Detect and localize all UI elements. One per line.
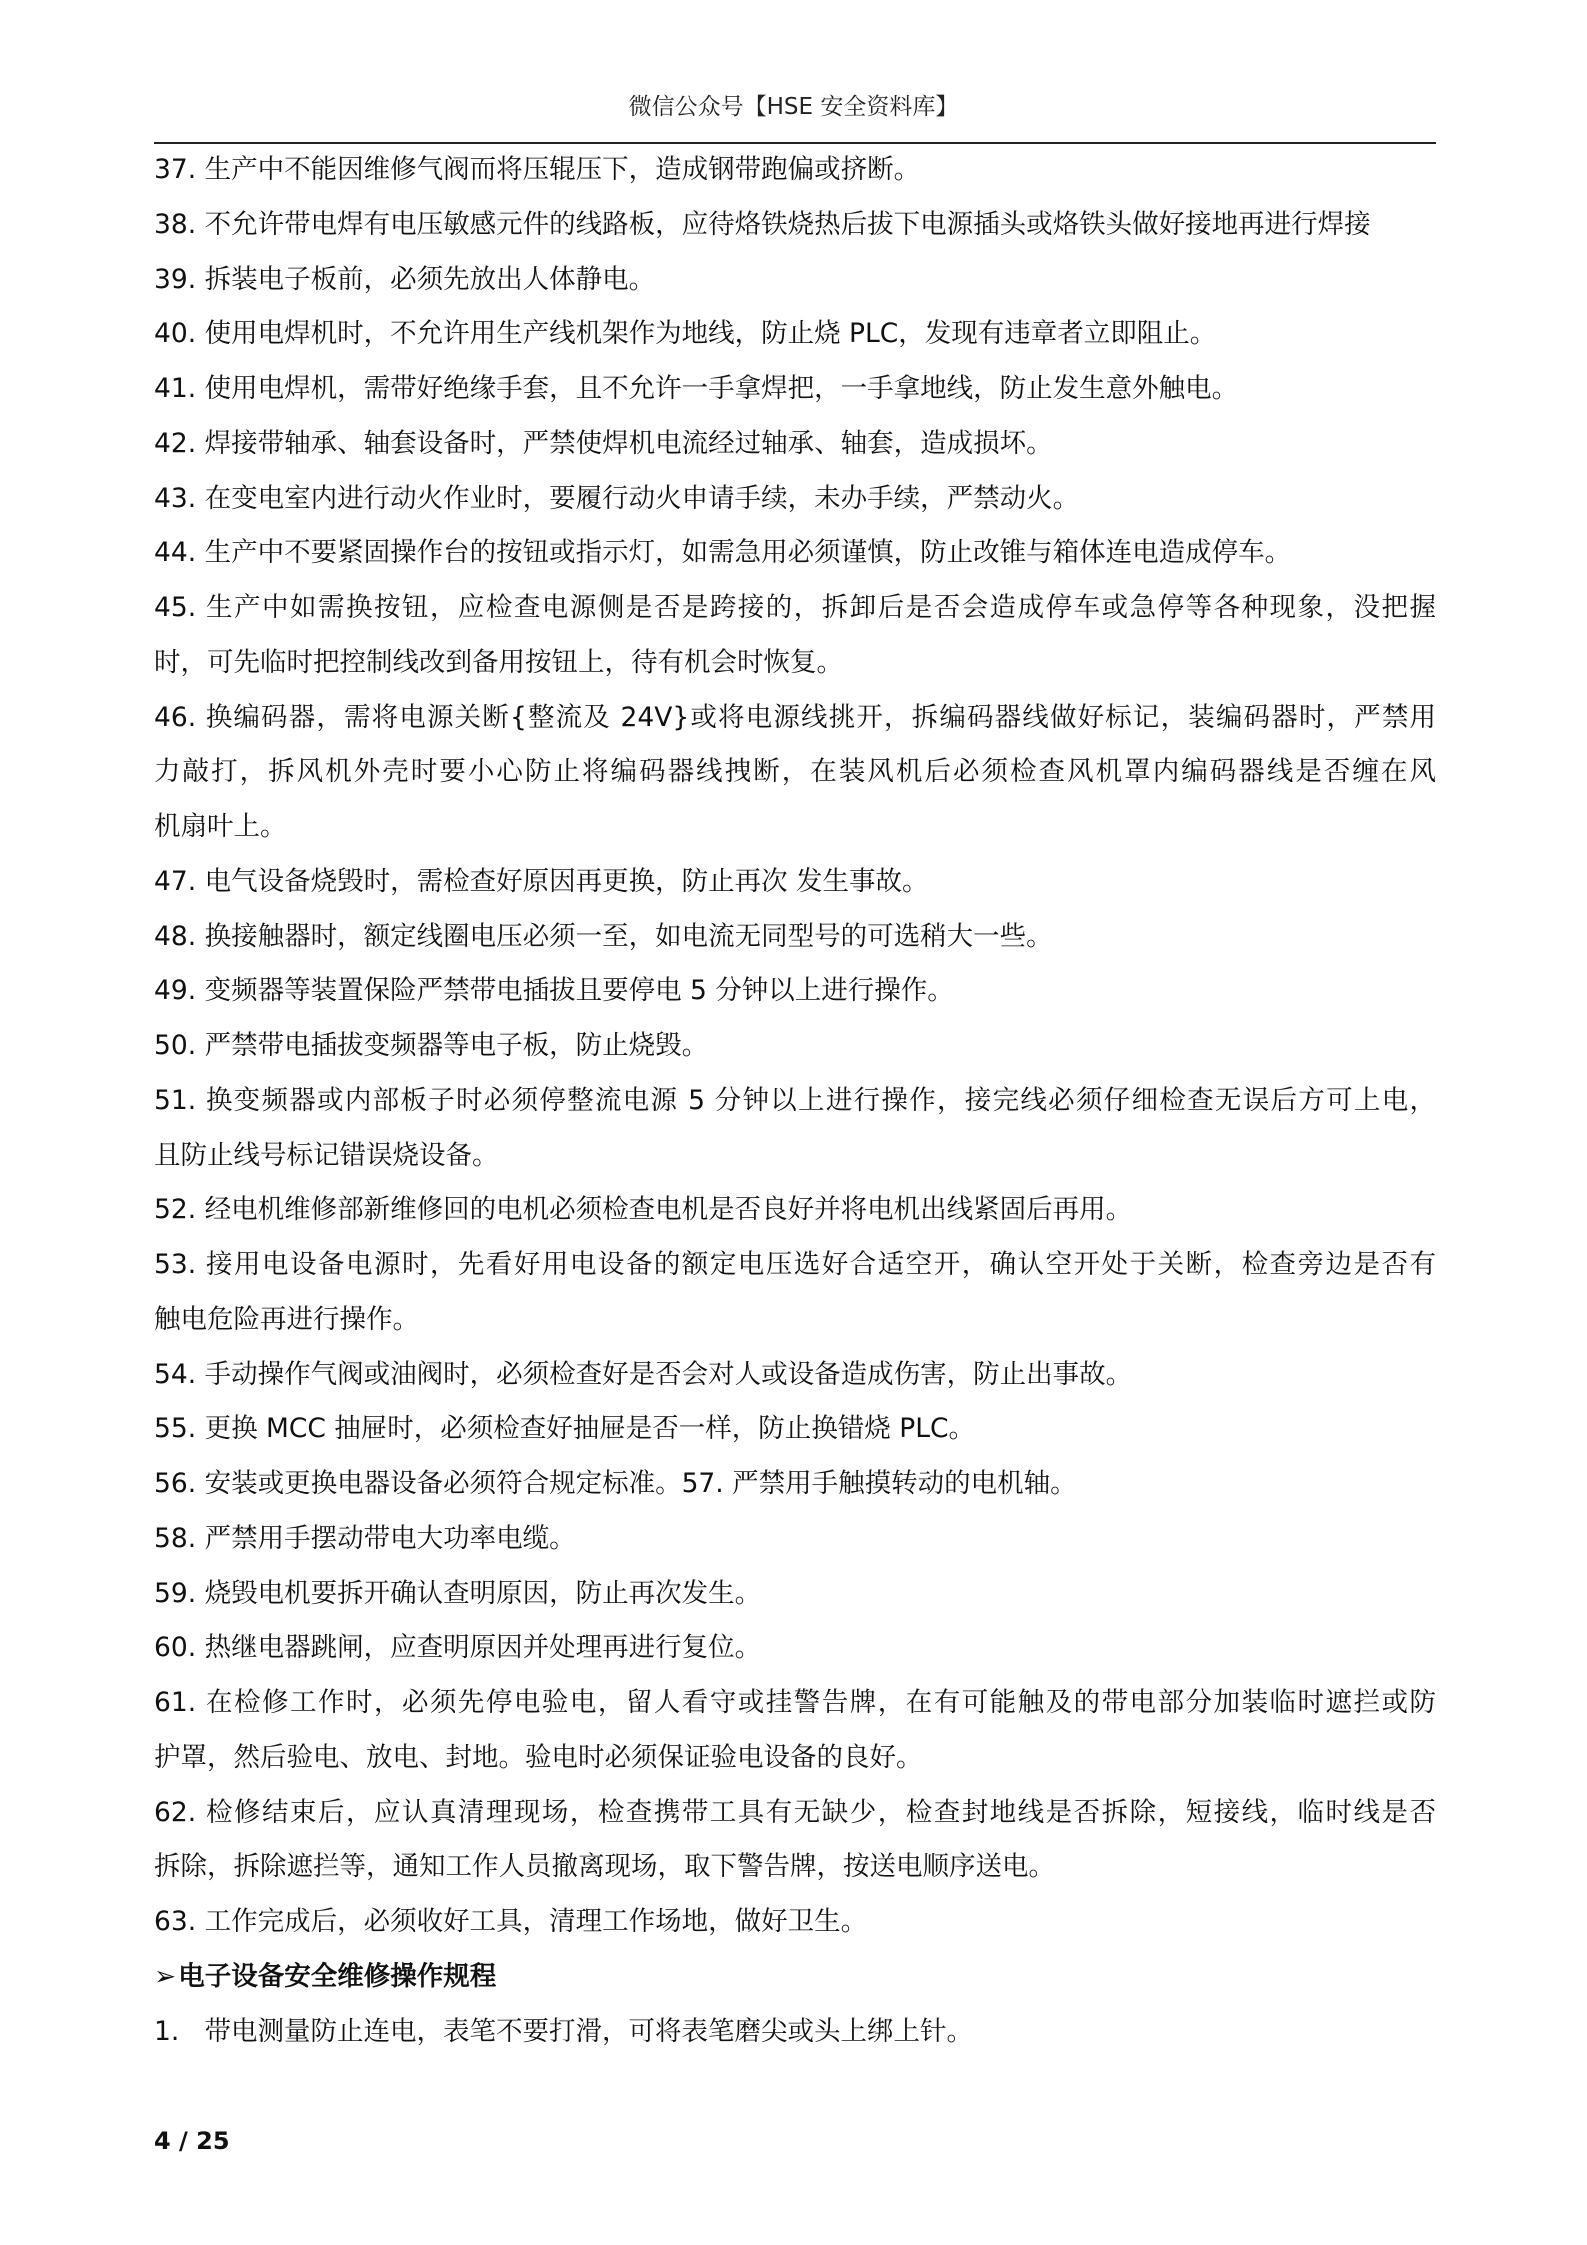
paragraph-line: 38. 不允许带电焊有电压敏感元件的线路板，应待烙铁烧热后拔下电源插头或烙铁头做好接地再进行焊接 — [154, 208, 1371, 240]
paragraph-line: 55. 更换 MCC 抽屉时，必须检查好抽屉是否一样，防止换错烧 PLC。 — [154, 1413, 975, 1445]
paragraph-line: 43. 在变电室内进行动火作业时，要履行动火申请手续，未办手续，严禁动火。 — [154, 482, 1080, 514]
paragraph-line: 53. 接用电设备电源时，先看好用电设备的额定电压选好合适空开，确认空开处于关断，检查旁边是否有 — [154, 1249, 1436, 1280]
paragraph-line: 护罩，然后验电、放电、封地。验电时必须保证验电设备的良好。 — [154, 1741, 923, 1773]
paragraph-line: 42. 焊接带轴承、轴套设备时，严禁使焊机电流经过轴承、轴套，造成损坏。 — [154, 427, 1053, 459]
page-header: 微信公众号【HSE 安全资料库】 — [628, 94, 959, 120]
paragraph-line: 40. 使用电焊机时，不允许用生产线机架作为地线，防止烧 PLC，发现有违章者立即阻止。 — [154, 318, 1217, 350]
paragraph-line: 49. 变频器等装置保险严禁带电插拔且要停电 5 分钟以上进行操作。 — [154, 975, 954, 1007]
paragraph-line: 46. 换编码器，需将电源关断{整流及 24V}或将电源线挑开，拆编码器线做好标记，装编码器时，严禁用 — [154, 701, 1436, 733]
paragraph-line: 50. 严禁带电插拔变频器等电子板，防止烧毁。 — [154, 1030, 709, 1061]
paragraph-line: 51. 换变频器或内部板子时必须停整流电源 5 分钟以上进行操作，接完线必须仔细检查无误后方可上电， — [154, 1084, 1436, 1116]
paragraph-line: 52. 经电机维修部新维修回的电机必须检查电机是否良好并将电机出线紧固后再用。 — [154, 1194, 1133, 1226]
paragraph-line: 37. 生产中不能因维修气阀而将压辊压下，造成钢带跑偏或挤断。 — [154, 154, 921, 185]
document-body — [154, 143, 1436, 2059]
paragraph-line: 44. 生产中不要紧固操作台的按钮或指示灯，如需急用必须谨慎，防止改锥与箱体连电造成停车。 — [154, 537, 1292, 569]
paragraph-line: 47. 电气设备烧毁时，需检查好原因再更换，防止再次 发生事故。 — [154, 865, 929, 897]
paragraph-line: 39. 拆装电子板前，必须先放出人体静电。 — [154, 263, 656, 295]
paragraph-line: 且防止线号标记错误烧设备。 — [154, 1139, 499, 1171]
page-number: 4 / 25 — [154, 2127, 230, 2155]
paragraph-line: 45. 生产中如需换按钮，应检查电源侧是否是跨接的，拆卸后是否会造成停车或急停等各种现象，没把握 — [154, 592, 1436, 623]
paragraph-line: 60. 热继电器跳闸，应查明原因并处理再进行复位。 — [154, 1632, 762, 1664]
paragraph-line: 力敲打，拆风机外壳时要小心防止将编码器线拽断，在装风机后必须检查风机罩内编码器线是否缠在风 — [154, 756, 1436, 788]
paragraph-line: 61. 在检修工作时，必须先停电验电，留人看守或挂警告牌，在有可能触及的带电部分加装临时遮拦或防 — [154, 1687, 1436, 1718]
arrow-bullet-icon: ➢ — [154, 1960, 177, 1992]
paragraph-line: 机扇叶上。 — [154, 811, 287, 842]
paragraph-line: 48. 换接触器时，额定线圈电压必须一至，如电流无同型号的可选稍大一些。 — [154, 920, 1053, 952]
paragraph-line: 时，可先临时把控制线改到备用按钮上，待有机会时恢复。 — [154, 646, 843, 678]
paragraph-line: 1. 带电测量防止连电，表笔不要打滑，可将表笔磨尖或头上绑上针。 — [154, 2015, 974, 2047]
paragraph-line: 63. 工作完成后，必须收好工具，清理工作场地，做好卫生。 — [154, 1906, 868, 1937]
paragraph-line: 54. 手动操作气阀或油阀时，必须检查好是否会对人或设备造成伤害，防止出事故。 — [154, 1358, 1133, 1390]
paragraph-line: 拆除，拆除遮拦等，通知工作人员撤离现场，取下警告牌，按送电顺序送电。 — [154, 1851, 1055, 1883]
paragraph-line: 58. 严禁用手摆动带电大功率电缆。 — [154, 1522, 576, 1554]
section-heading-title: 电子设备安全维修操作规程 — [178, 1960, 497, 1992]
paragraph-line: 触电危险再进行操作。 — [154, 1303, 419, 1335]
paragraph-line: 41. 使用电焊机，需带好绝缘手套，且不允许一手拿焊把，一手拿地线，防止发生意外触电。 — [154, 373, 1239, 404]
paragraph-line: 62. 检修结束后，应认真清理现场，检查携带工具有无缺少，检查封地线是否拆除，短接线，临时线是否 — [154, 1796, 1436, 1828]
section-heading — [154, 1950, 1436, 2005]
paragraph-line: 56. 安装或更换电器设备必须符合规定标准。57. 严禁用手触摸转动的电机轴。 — [154, 1468, 1077, 1499]
paragraph-line: 59. 烧毁电机要拆开确认查明原因，防止再次发生。 — [154, 1577, 762, 1609]
